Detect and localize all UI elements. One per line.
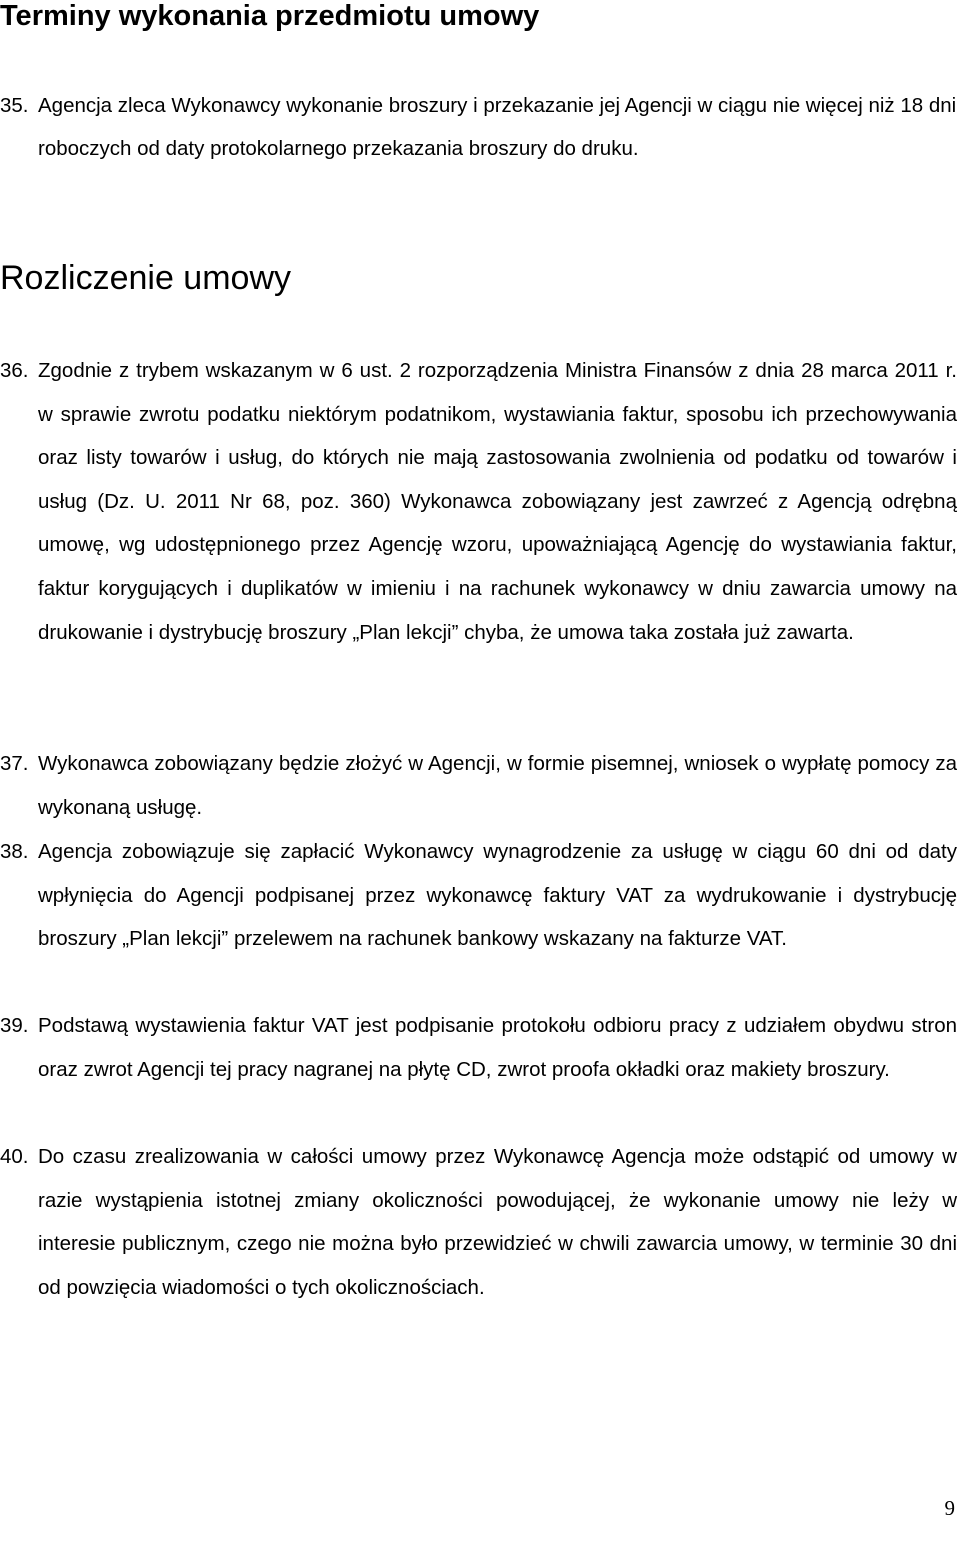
item-number: 38. <box>0 840 29 863</box>
item-number: 40. <box>0 1145 29 1168</box>
item-text: Do czasu zrealizowania w całości umowy przez Wykonawcę Agencja może odstąpić od umowy w razie wystąpienia istotnej zmiany okoliczności powodującej, że wykonanie umowy nie leży w interesie publicznym, czego nie można było przewidzieć w chwili zawarcia umowy, w terminie 30 dni od powzięcia wiadomości o tych okolicznościach. <box>38 1145 957 1299</box>
list-item-36 <box>0 349 957 654</box>
item-number: 37. <box>0 752 29 775</box>
item-text: Wykonawca zobowiązany będzie złożyć w Agencji, w formie pisemnej, wniosek o wypłatę pomocy za wykonaną usługę. <box>38 752 957 819</box>
section-heading-terms: Terminy wykonania przedmiotu umowy <box>0 0 540 32</box>
item-text: Agencja zobowiązuje się zapłacić Wykonawcy wynagrodzenie za usługę w ciągu 60 dni od daty wpłynięcia do Agencji podpisanej przez wykonawcę faktury VAT za wydrukowanie i dystrybucję broszury „Plan lekcji” przelewem na rachunek bankowy wskazany na fakturze VAT. <box>38 840 957 951</box>
list-item-39 <box>0 1004 957 1091</box>
item-text: Agencja zleca Wykonawcy wykonanie broszury i przekazanie jej Agencji w ciągu nie więcej niż 18 dni roboczych od daty protokolarnego przekazania broszury do druku. <box>38 94 957 160</box>
section-heading-settlement: Rozliczenie umowy <box>0 259 291 297</box>
item-text: Podstawą wystawienia faktur VAT jest podpisanie protokołu odbioru pracy z udziałem obydwu stron oraz zwrot Agencji tej pracy nagranej na płytę CD, zwrot proofa okładki oraz makiety broszury. <box>38 1014 957 1081</box>
item-number: 35. <box>0 94 29 117</box>
item-text: Zgodnie z trybem wskazanym w 6 ust. 2 rozporządzenia Ministra Finansów z dnia 28 marca 2011 r. w sprawie zwrotu podatku niektórym podatnikom, wystawiania faktur, sposobu ich przechowywania oraz listy towarów i usług, do których nie mają zastosowania zwolnienia od podatku od towarów i usług (Dz. U. 2011 Nr 68, poz. 360) Wykonawca zobowiązany jest zawrzeć z Agencją odrębną umowę, wg udostępnionego przez Agencję wzoru, upoważniającą Agencję do wystawiania faktur, faktur korygujących i duplikatów w imieniu i na rachunek wykonawcy w dniu zawarcia umowy na drukowanie i dystrybucję broszury „Plan lekcji” chyba, że umowa taka została już zawarta. <box>38 359 957 644</box>
list-item-38 <box>0 830 957 961</box>
item-number: 36. <box>0 359 29 382</box>
item-number: 39. <box>0 1014 29 1037</box>
page-number: 9 <box>944 1496 955 1520</box>
list-item-40 <box>0 1135 957 1309</box>
list-item-37 <box>0 742 957 829</box>
list-item-35 <box>0 84 957 170</box>
